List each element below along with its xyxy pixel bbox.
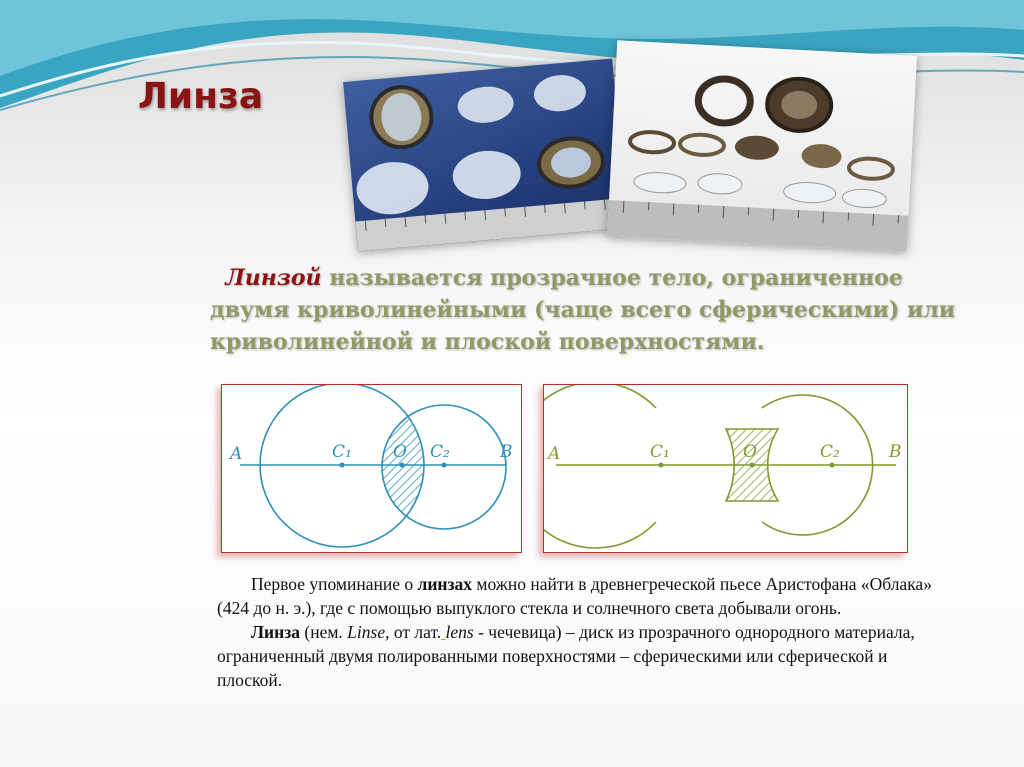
lenses-photo-white — [607, 40, 917, 251]
lenses-photo-blue — [343, 59, 627, 252]
label-a: A — [548, 444, 561, 464]
label-c2: C₂ — [430, 442, 450, 462]
convex-lens-diagram — [221, 384, 522, 553]
label-c1: C₁ — [650, 442, 670, 462]
history-text — [217, 572, 937, 692]
concave-lens-diagram — [543, 384, 908, 553]
history-paragraph-1: Первое упоминание о линзах можно найти в древнегреческой пьесе Аристофана «Облака» (424 до н. э.), где с помощью выпуклого стекла и солнечного света добывали огонь. — [217, 574, 932, 618]
slide-title: Линза — [138, 76, 264, 117]
definition-text: называется прозрачное тело, ограниченное двумя криволинейными (чаще всего сферическими) или криволинейной и плоской поверхностями. — [210, 265, 956, 355]
definition-lead-term: Линзой — [225, 265, 322, 291]
label-b: B — [889, 442, 902, 462]
lens-definition — [210, 262, 970, 358]
label-a: A — [230, 444, 243, 464]
history-paragraph-2: Линза (нем. Linse, от лат. lens - чечевица) – диск из прозрачного однородного материала, ограниченный двумя полированными поверхностями – сферическими или сферической и плоской. — [217, 622, 915, 690]
label-c2: C₂ — [820, 442, 840, 462]
label-b: B — [500, 442, 513, 462]
label-o: O — [393, 442, 407, 462]
label-o: O — [743, 442, 757, 462]
label-c1: C₁ — [332, 442, 352, 462]
